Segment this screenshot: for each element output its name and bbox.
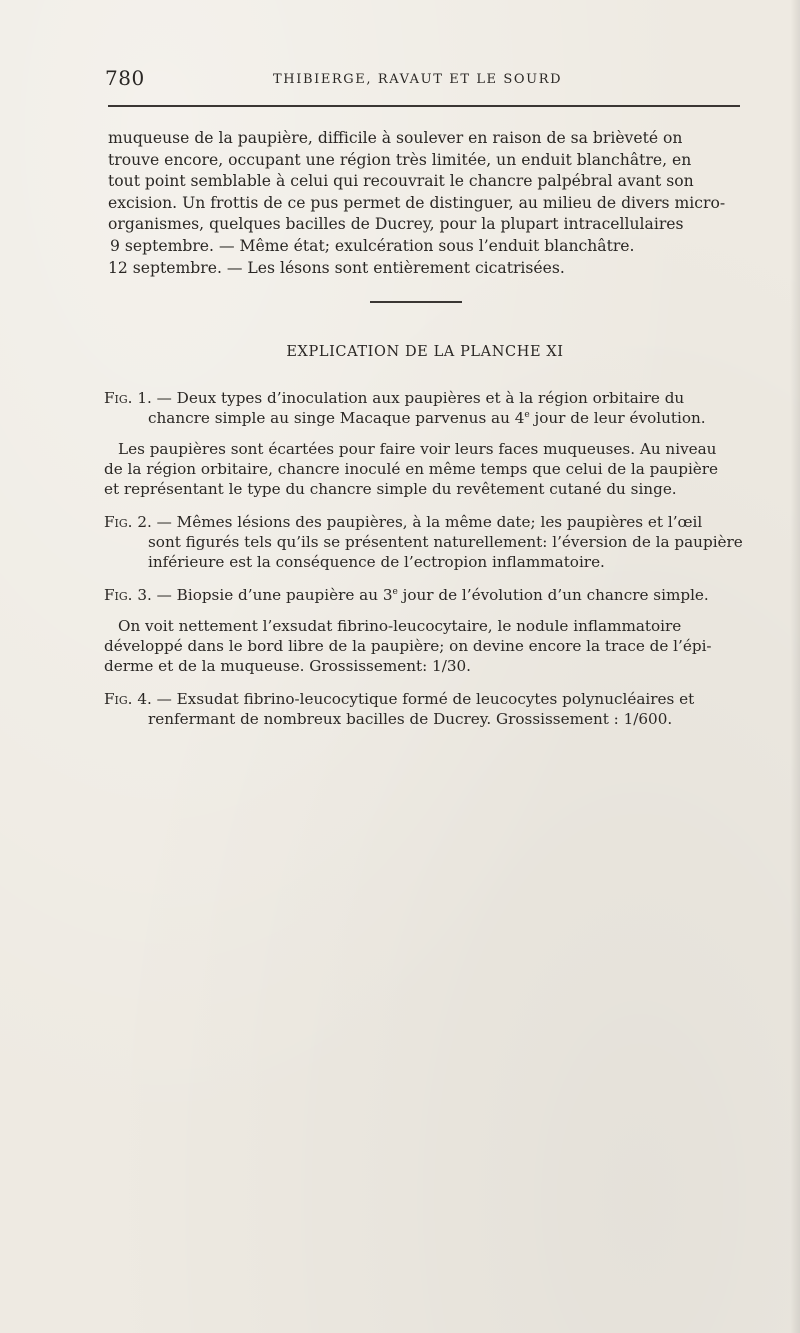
text-line: tout point semblable à celui qui recouvrait le chancre palpébral avant son xyxy=(108,172,694,191)
header-rule xyxy=(108,105,740,107)
caption-text: renfermant de nombreux bacilles de Ducrey. Grossissement : 1/600. xyxy=(148,710,673,728)
running-title: THIBIERGE, RAVAUT ET LE SOURD xyxy=(273,72,563,87)
caption-text: inférieure est la conséquence de l’ectropion inflammatoire. xyxy=(148,553,605,571)
figure-caption-4 xyxy=(104,689,742,729)
description-line: Les paupières sont écartées pour faire voir leurs faces muqueuses. Au niveau xyxy=(118,440,717,458)
dated-entry: 12 septembre. — Les lésons sont entièrement cicatrisées. xyxy=(108,258,565,277)
superscript: e xyxy=(524,409,530,420)
description-line: On voit nettement l’exsudat fibrino-leucocytaire, le nodule inflammatoire xyxy=(118,617,682,635)
superscript: e xyxy=(392,586,398,597)
figure-description-3 xyxy=(104,616,742,676)
page-number: 780 xyxy=(105,66,145,90)
caption-text: sont figurés tels qu’ils se présentent naturellement: l’éversion de la paupière xyxy=(148,533,743,551)
text-line: muqueuse de la paupière, difficile à soulever en raison de sa brièveté on xyxy=(108,129,683,147)
figure-label: Fig. 4. xyxy=(104,690,152,708)
running-head xyxy=(105,66,740,96)
caption-text: — Mêmes lésions des paupières, à la même date; les paupières et l’œil xyxy=(156,513,703,531)
text-line: trouve encore, occupant une région très limitée, un enduit blanchâtre, en xyxy=(108,150,692,169)
figure-label: Fig. 1. xyxy=(104,389,152,407)
figure-caption-3 xyxy=(104,585,742,605)
figure-label: Fig. 3. xyxy=(104,586,152,604)
text-line: organismes, quelques bacilles de Ducrey, pour la plupart intracellulaires xyxy=(108,215,684,234)
figure-description-1 xyxy=(104,439,742,499)
description-line: de la région orbitaire, chancre inoculé en même temps que celui de la paupière xyxy=(104,460,719,478)
caption-text: jour de l’évolution d’un chancre simple. xyxy=(402,586,709,604)
caption-text: — Biopsie d’une paupière au 3 xyxy=(156,586,393,604)
continuation-text xyxy=(108,128,742,279)
text-line: excision. Un frottis de ce pus permet de distinguer, au milieu de divers micro- xyxy=(108,193,726,212)
page-edge-shadow xyxy=(790,0,800,1333)
section-divider xyxy=(370,301,462,303)
plate-explanation xyxy=(104,388,742,729)
dated-entry: 9 septembre. — Même état; exulcération sous l’enduit blanchâtre. xyxy=(110,236,635,255)
description-line: et représentant le type du chancre simple du revêtement cutané du singe. xyxy=(104,480,677,498)
figure-caption-2 xyxy=(104,512,742,572)
figure-caption-1 xyxy=(104,388,742,428)
caption-text: — Exsudat fibrino-leucocytique formé de leucocytes polynucléaires et xyxy=(156,690,695,708)
figure-label: Fig. 2. xyxy=(104,513,152,531)
caption-text: jour de leur évolution. xyxy=(534,409,706,427)
section-title: EXPLICATION DE LA PLANCHE XI xyxy=(286,344,564,360)
description-line: derme et de la muqueuse. Grossissement: 1/30. xyxy=(104,657,471,675)
caption-text: — Deux types d’inoculation aux paupières et à la région orbitaire du xyxy=(156,389,685,407)
description-line: développé dans le bord libre de la paupière; on devine encore la trace de l’épi- xyxy=(104,637,712,655)
caption-text: chancre simple au singe Macaque parvenus au 4 xyxy=(148,409,525,427)
